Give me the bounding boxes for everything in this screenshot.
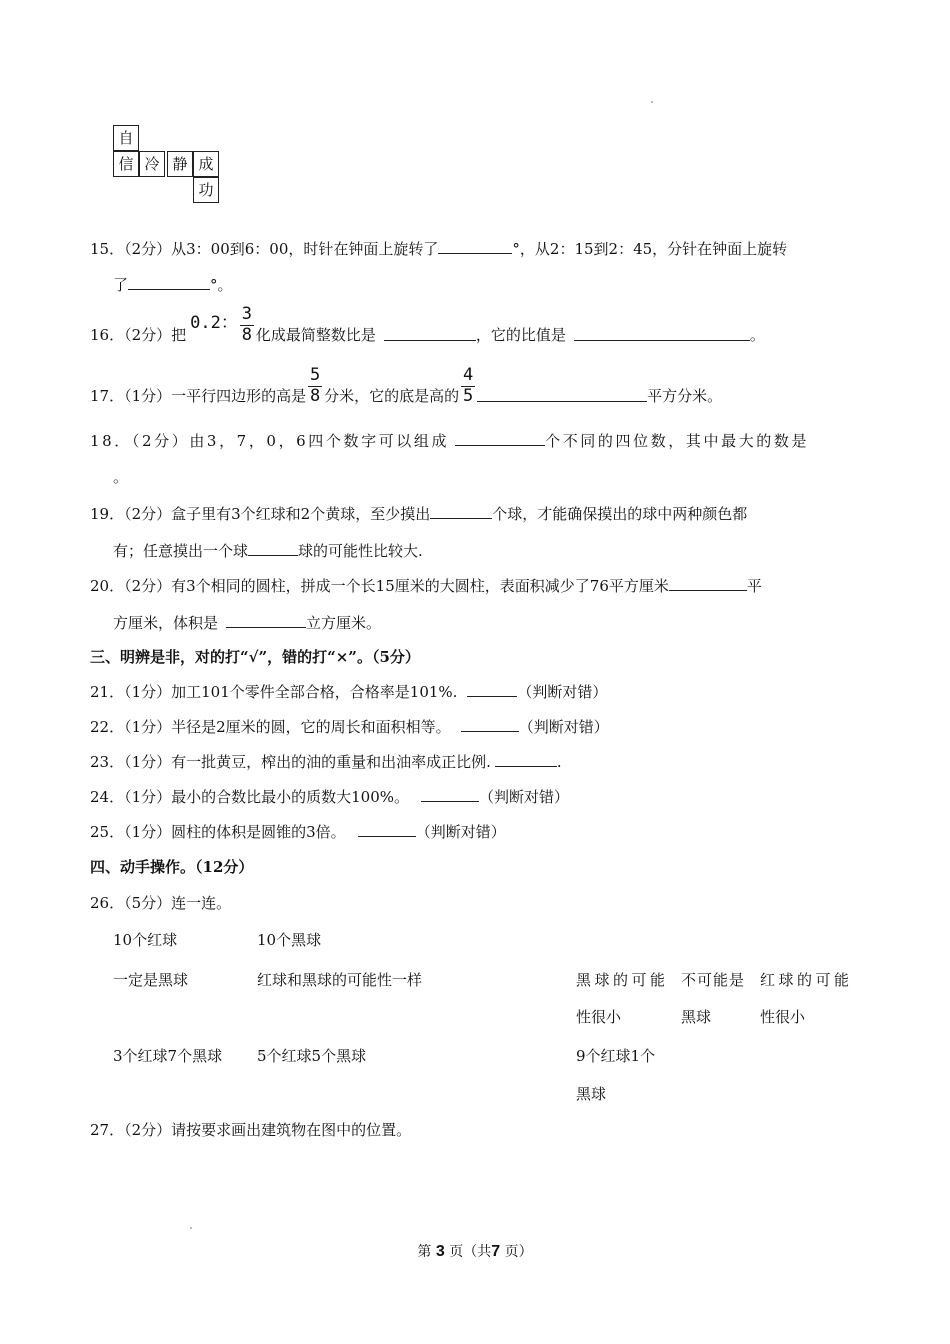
question-text: 球的可能性比较大.: [298, 542, 423, 560]
question-tail: （判断对错）: [479, 788, 570, 806]
question-text: （2分）有3个相同的圆柱，拼成一个长15厘米的大圆柱，表面积减少了76平方厘米: [124, 577, 669, 595]
question-tail: （判断对错）: [415, 823, 506, 841]
question-text: （2分）从3：00到6：00，时针在钟面上旋转了: [124, 240, 439, 258]
answer-blank[interactable]: [574, 326, 750, 341]
question-18-line2: [113, 466, 128, 487]
question-24: [90, 786, 569, 807]
question-19-line2: [113, 540, 423, 561]
question-text: 分米，它的底是高的: [324, 387, 460, 405]
match-left-item[interactable]: 3个红球7个黑球: [113, 1047, 223, 1065]
question-text: ，它的比值是: [475, 326, 566, 344]
question-text: °，从2：15到2：45，分针在钟面上旋转: [512, 240, 788, 258]
question-number: 26．: [90, 894, 125, 912]
match-right-item-cont: 性很小: [576, 1008, 622, 1026]
question-tail: .: [556, 753, 562, 771]
answer-blank[interactable]: [461, 717, 519, 732]
question-tail: （判断对错）: [518, 718, 609, 736]
question-text: （5分）连一连。: [124, 894, 232, 912]
footer-text: 页）: [504, 1244, 533, 1260]
question-27: [90, 1119, 411, 1140]
question-text: 了: [113, 276, 129, 294]
question-text: 个不同的四位数，其中最大的数是: [545, 432, 810, 450]
grid-cell: 自: [113, 125, 139, 151]
fraction-numerator: 5: [310, 365, 321, 385]
match-right-item[interactable]: 红球的可能: [760, 971, 853, 989]
fraction-denominator: 5: [463, 386, 474, 406]
speck: [651, 101, 653, 103]
page-number: 3: [435, 1243, 445, 1260]
question-number: 15．: [90, 240, 125, 258]
match-right-item-cont: 黑球: [681, 1008, 712, 1026]
answer-blank[interactable]: [477, 387, 647, 402]
question-23: [90, 751, 562, 772]
answer-blank[interactable]: [467, 682, 517, 697]
question-number: 24．: [90, 788, 125, 806]
match-mid-item[interactable]: 5个红球5个黑球: [257, 1047, 367, 1065]
question-text: 化成最简整数比是: [255, 326, 376, 344]
question-21: [90, 681, 607, 702]
question-number: 22．: [90, 718, 125, 736]
speck: [190, 1227, 192, 1229]
page-footer: [0, 1241, 950, 1261]
match-left-item[interactable]: 10个红球: [113, 931, 178, 949]
question-26: [90, 892, 231, 913]
footer-text: 第: [417, 1244, 432, 1260]
page-total: 7: [491, 1243, 501, 1260]
question-text: 。: [113, 468, 129, 486]
question-text: 方厘米，体积是: [113, 614, 219, 632]
match-left-item[interactable]: 一定是黑球: [113, 971, 189, 989]
question-text: （1分）最小的合数比最小的质数大100%。: [124, 788, 410, 806]
question-number: 27．: [90, 1121, 125, 1139]
question-17: [90, 366, 722, 406]
fraction-numerator: 3: [241, 304, 252, 324]
question-15: [90, 238, 787, 259]
ratio-left: 0.2：: [190, 313, 238, 333]
question-number: 25．: [90, 823, 125, 841]
answer-blank[interactable]: [128, 275, 210, 290]
question-15-line2: [113, 274, 233, 295]
answer-blank[interactable]: [226, 613, 306, 628]
question-number: 23．: [90, 753, 125, 771]
question-text: 个球，才能确保摸出的球中两种颜色都: [492, 505, 748, 523]
question-25: [90, 821, 506, 842]
question-number: 16．: [90, 326, 125, 344]
question-20: [90, 575, 762, 596]
answer-blank[interactable]: [430, 504, 492, 519]
question-text: 立方厘米。: [306, 614, 382, 632]
match-right-item-cont: 黑球: [576, 1085, 607, 1103]
grid-cell: 功: [193, 177, 219, 203]
question-16: [90, 305, 765, 345]
question-18: [90, 430, 809, 451]
match-right-item[interactable]: 9个红球1个: [576, 1047, 656, 1065]
question-number: 19．: [90, 505, 125, 523]
section-heading-4: 四、动手操作。（12分）: [90, 858, 254, 876]
question-20-line2: [113, 612, 381, 633]
question-text: （2分）请按要求画出建筑物在图中的位置。: [124, 1121, 412, 1139]
grid-cell: 信: [113, 151, 139, 177]
fraction-numerator: 4: [463, 365, 474, 385]
question-text: （2分）把: [124, 326, 187, 344]
match-right-item[interactable]: 黑球的可能: [576, 971, 669, 989]
fraction: [461, 366, 475, 406]
question-text: （1分）有一批黄豆，榨出的油的重量和出油率成正比例.: [124, 753, 491, 771]
match-mid-item[interactable]: 10个黑球: [257, 931, 322, 949]
question-text: °。: [210, 276, 233, 294]
answer-blank[interactable]: [358, 822, 416, 837]
question-22: [90, 716, 609, 737]
answer-blank[interactable]: [669, 576, 747, 591]
match-right-item[interactable]: 不可能是: [681, 971, 746, 989]
grid-cell: 冷: [139, 151, 165, 177]
grid-cell: 静: [167, 151, 193, 177]
question-number: 21．: [90, 683, 125, 701]
section-heading-3: 三、明辨是非，对的打“√”，错的打“×”。（5分）: [90, 648, 420, 666]
question-text: （1分）一平行四边形的高是: [124, 387, 307, 405]
question-text: （2分）盒子里有3个红球和2个黄球，至少摸出: [124, 505, 431, 523]
answer-blank[interactable]: [455, 431, 545, 446]
question-text: 。: [749, 326, 765, 344]
answer-blank[interactable]: [384, 326, 476, 341]
match-right-item-cont: 性很小: [760, 1008, 806, 1026]
footer-text: 页（共: [449, 1244, 492, 1260]
fraction: [240, 305, 254, 345]
answer-blank[interactable]: [421, 787, 479, 802]
fraction: [308, 366, 322, 406]
question-text: 平: [746, 577, 762, 595]
question-19: [90, 503, 747, 524]
fraction-denominator: 8: [241, 325, 252, 345]
answer-blank[interactable]: [495, 752, 557, 767]
question-text: （2分）由3，7，0，6四个数字可以组成: [131, 432, 450, 450]
question-number: 18．: [90, 432, 132, 450]
question-text: （1分）加工101个零件全部合格，合格率是101%.: [124, 683, 458, 701]
grid-cell: 成: [193, 151, 219, 177]
question-text: （1分）半径是2厘米的圆，它的周长和面积相等。: [124, 718, 451, 736]
match-mid-item[interactable]: 红球和黑球的可能性一样: [257, 971, 423, 989]
answer-blank[interactable]: [438, 239, 512, 254]
question-text: 有；任意摸出一个球: [113, 542, 249, 560]
question-number: 20．: [90, 577, 125, 595]
question-tail: （判断对错）: [517, 683, 608, 701]
question-text: 平方分米。: [647, 387, 723, 405]
answer-blank[interactable]: [248, 541, 298, 556]
fraction-denominator: 8: [310, 386, 321, 406]
question-number: 17．: [90, 387, 125, 405]
question-text: （1分）圆柱的体积是圆锥的3倍。: [124, 823, 346, 841]
